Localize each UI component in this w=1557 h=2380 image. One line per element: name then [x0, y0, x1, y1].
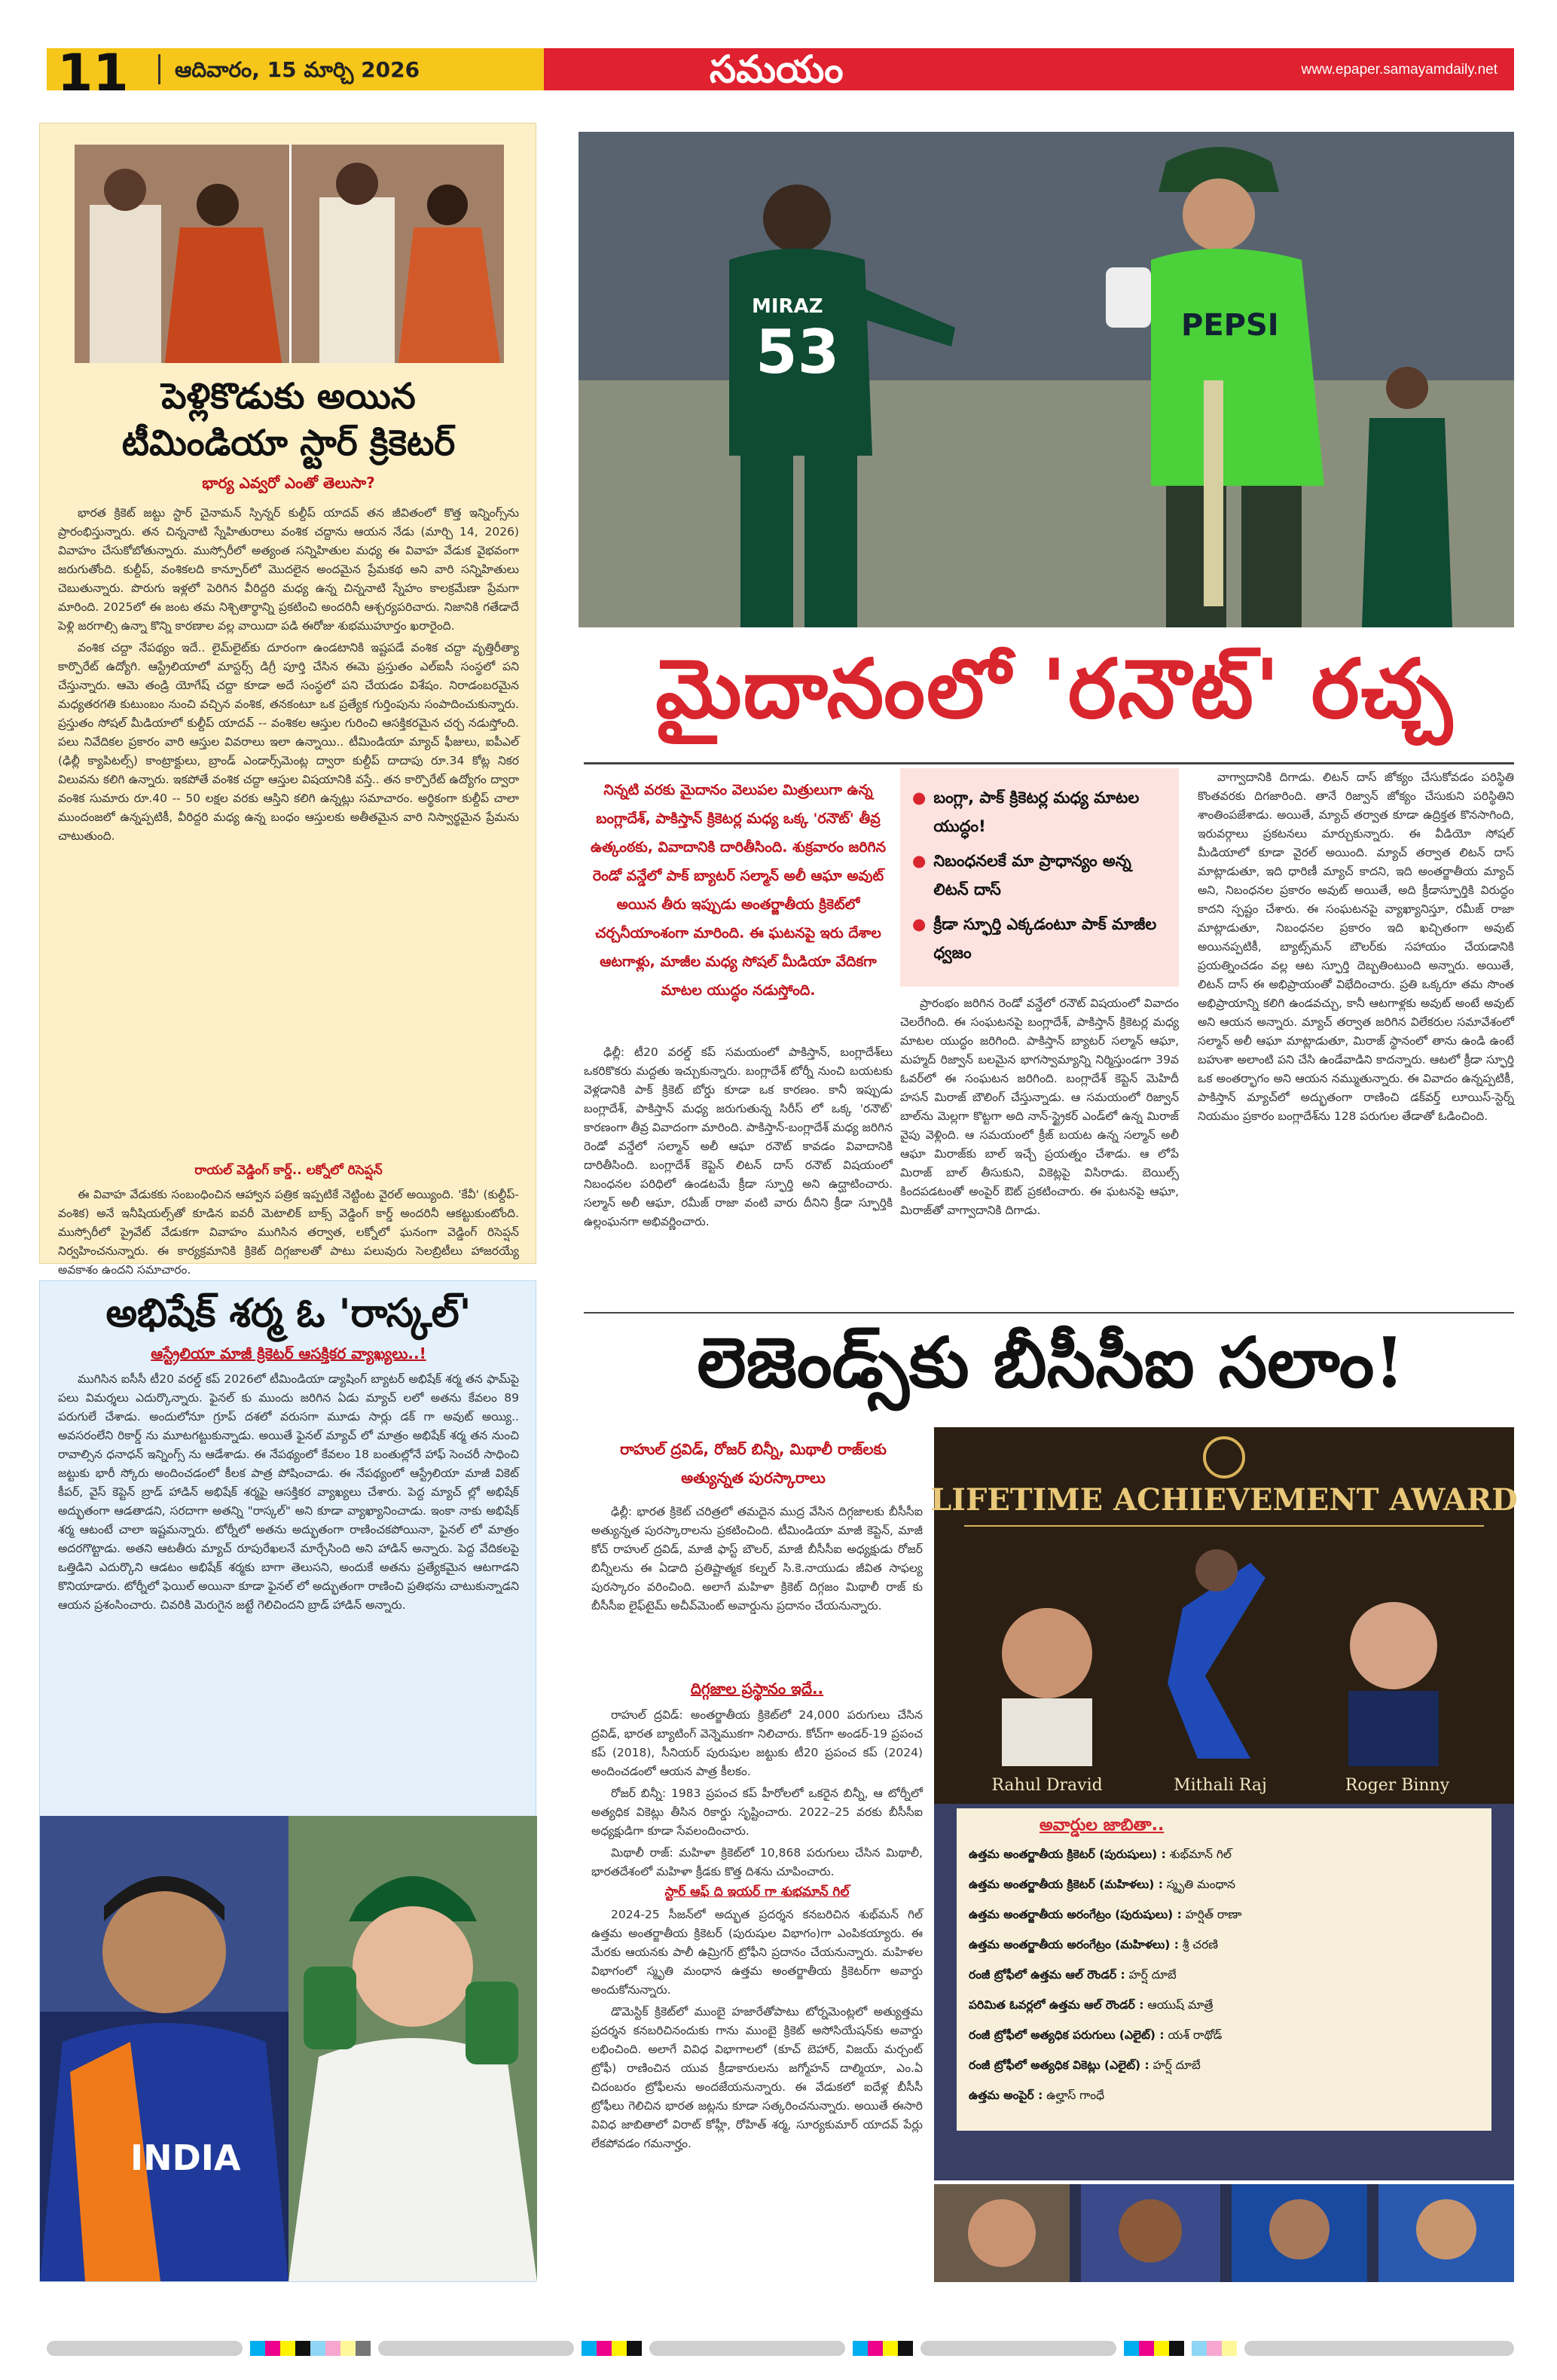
abhishek-photo — [40, 1816, 289, 2281]
ranaut-bullet-box — [900, 768, 1179, 987]
award-row — [969, 2028, 1222, 2045]
newspaper-logo: సమయం — [710, 47, 844, 91]
wedding-body-continued — [58, 783, 519, 1193]
award-row — [969, 1938, 1218, 1954]
color-swatch — [1154, 2341, 1169, 2356]
epaper-url[interactable]: www.epaper.samayamdaily.net — [1301, 62, 1497, 78]
masthead-divider — [158, 54, 160, 84]
ranaut-body-col2 — [900, 994, 1179, 1303]
award-winner: ఉల్హాస్ గాంధే — [1046, 2089, 1105, 2102]
award-label: రంజీ ట్రోఫీలో అత్యధిక పరుగులు (ఎలైట్) : — [969, 2028, 1165, 2042]
wedding-body — [58, 504, 519, 843]
legends-section-label: దిగ్గజాల ప్రస్థానం ఇదే.. — [690, 1680, 824, 1698]
color-swatch — [1124, 2341, 1139, 2356]
award-list-panel — [934, 1804, 1514, 2180]
abhishek-subhead: ఆస్ట్రేలియా మాజీ క్రికెటర్ ఆసక్తికర వ్యాఖ్యలు..! — [151, 1344, 426, 1362]
page-number: 11 — [57, 44, 129, 103]
wedding-body-3 — [58, 1185, 519, 1277]
award-label: రంజీ ట్రోఫీలో అత్యధిక వికెట్లు (ఎలైట్) : — [969, 2058, 1149, 2072]
issue-date: ఆదివారం, 15 మార్చి 2026 — [175, 57, 420, 82]
color-swatch — [47, 2341, 243, 2356]
bullet-icon: ● — [912, 915, 927, 933]
jersey-sponsor-text: PEPSI — [1181, 308, 1279, 343]
ranaut-bullet — [912, 847, 1167, 904]
award-label: ఉత్తమ అంతర్జాతీయ అరంగేట్రం (పురుషులు) : — [969, 1908, 1182, 1921]
award-winner: స్మృతి మంధాన — [1166, 1878, 1235, 1891]
color-swatch — [920, 2341, 1116, 2356]
award-winner: యశ్ రాథోడ్ — [1168, 2028, 1223, 2042]
wedding-photo — [75, 145, 504, 363]
legends-body-2 — [591, 1706, 923, 2173]
ranaut-paragraph-1: ఢిల్లీ: టీ20 వరల్డ్ కప్ సమయంలో పాకిస్తాన్, బంగ్లాదేశ్‌లు ఒకరికొకరు మద్దతు ఇచ్చుకున్నారు. బంగ్లాదేశ్ టోర్నీ నుంచి బయటకు వెళ్లడానికి పాక్ క్రికెట్ బోర్డు కూడా ఒక కారణం. కానీ ఇప్పుడు బంగ్లాదేశ్, పాకిస్తాన్ మధ్య జరుగుతున్న సిరీస్ లో ఒక్క 'రనౌట్' కారణంగా తీవ్ర వివాదంగా మారింది. పాకిస్తాన్-బంగ్లాదేశ్ మధ్య జరిగిన రెండో వన్డేలో సల్మాన్ అలీ ఆఘా రనౌట్ కావడం వివాదానికి దారితీసింది. బంగ్లాదేశ్ కెప్టెన్ లిటన్ దాస్ రనౌట్ విషయంలో నిబంధనల పరిధిలో ఉండటమే క్రీడా స్ఫూర్తి అని ఉద్ఘాటించారు. సల్మాన్ అలీ ఆఘా, రమీజ్ రాజా వంటి వారు దీనిని క్రీడా స్ఫూర్తికి ఉల్లంఘనగా అభివర్ణించారు. — [584, 1045, 893, 1228]
bullet-icon: ● — [912, 789, 927, 807]
wedding-paragraph-3: ఈ వివాహ వేడుకకు సంబంధించిన ఆహ్వాన పత్రిక ఇప్పటికే నెట్టింట వైరల్ అయ్యింది. 'కేవీ' (కుల్దీప్-వంశిక) అనే ఇనీషియల్స్‌తో కూడిన ఐవరీ మెటాలిక్ బాక్స్ వెడ్డింగ్ కార్డ్ అందరినీ ఆకట్టుకుంటోంది. ముస్సోరీలో ప్రైవేట్ వేడుకగా వివాహం ముగిసిన తర్వాత, లక్నోలో ఘనంగా వెడ్డింగ్ రిసెప్షన్ నిర్వహించనున్నారు. ఈ కార్యక్రమానికి క్రికెట్ దిగ్గజాలతో పాటు పలువురు సెలబ్రిటీలు హాజరయ్యే అవకాశం ఉందని సమాచారం. — [58, 1188, 519, 1277]
color-swatch — [265, 2341, 280, 2356]
india-jersey-text: INDIA — [130, 2137, 241, 2178]
color-swatch — [1139, 2341, 1154, 2356]
award-name-dravid: Rahul Dravid — [991, 1776, 1103, 1795]
color-swatch — [310, 2341, 325, 2356]
color-swatch — [649, 2341, 845, 2356]
award-name-binny: Roger Binny — [1345, 1776, 1450, 1795]
color-swatch — [1192, 2341, 1207, 2356]
award-row — [969, 1968, 1177, 1985]
award-winner: హర్ష్ దూబే — [1152, 2058, 1201, 2072]
color-swatch — [1222, 2341, 1237, 2356]
color-swatch — [250, 2341, 265, 2356]
color-swatch — [325, 2341, 340, 2356]
legends-paragraph-mithali: మిథాలీ రాజ్: మహిళా క్రికెట్‌లో 10,868 పరుగులు చేసిన మిథాలీ, భారతదేశంలో మహిళా క్రీడకు కొత్త దిశను చూపించారు. — [591, 1846, 923, 1878]
color-swatch — [340, 2341, 356, 2356]
bullet-icon: ● — [912, 852, 927, 870]
award-winner: శ్రీ చరణి — [1182, 1938, 1219, 1951]
award-list-title: అవార్డుల జాబితా.. — [1040, 1816, 1165, 1835]
ranaut-paragraph-3: వాగ్వాదానికి దిగాడు. లిటన్ దాస్ జోక్యం చేసుకోవడం పరిస్థితి కొంతవరకు దిగజారింది. తానే రిజ్వాన్ జోక్యం చేసుకుని పరిస్థితిని శాంతింపజేశాడు. అయితే, మ్యాచ్ తర్వాత కూడా ఉద్రిక్తత కొనసాగింది, ఇరువర్గాలు ప్రకటనలు మార్చుకున్నారు. ఈ వీడియో సోషల్ మీడియాలో కూడా వైరల్ అయింది. మ్యాచ్ తర్వాత లిటన్ దాస్ మాట్లాడుతూ, ఇది ధారిణీ మ్యాచ్ కాదని, ఇది అంతర్జాతీయ మ్యాచ్ అని, నిబంధనల ప్రకారం అవుట్ అయితే, అది క్రీడాస్ఫూర్తికి విరుద్ధం కాదని స్పష్టం చేశారు. ఈ సంఘటనపై వ్యాఖ్యానిస్తూ, రమీజ్ రాజా మాట్లాడుతూ, నిబంధనల ప్రకారం ఇది ఖచ్చితంగా అవుట్ అయినప్పటికీ, బ్యాట్స్‌మన్ బౌలర్‌కు సహాయం చేయడానికి ప్రయత్నించడం వల్ల ఆట స్ఫూర్తి దెబ్బతింటుంది అన్నారు. అయితే, లిటన్ దాస్ ఈ అభిప్రాయంతో విభేదించారు. ప్రతి ఒక్కరూ తమ సొంత అభిప్రాయాన్ని కలిగి ఉండవచ్చు, కానీ ఆటగాళ్లకు అవుట్ అంటే అవుట్ అని ఆయన అన్నారు. మ్యాచ్ తర్వాత జరిగిన విలేకరుల సమావేశంలో సల్మాన్ అలీ ఆఘా మాట్లాడుతూ, మిరాజ్ స్థానంలో తాను ఉండి ఉంటే బహుశా అలాంటి పని చేసి ఉండేవాడిని కాదన్నారు. ఆటలో క్రీడా స్ఫూర్తి ఒక అంతర్భాగం అని ఆయన నమ్ముతున్నారు. ఈ వివాదం ఉన్నప్పటికీ, పాకిస్తాన్ మ్యాచ్‌లో అద్భుతంగా రాణించి డక్‌వర్త్ లూయిస్-స్టెర్న్ నియమం ప్రకారం బంగ్లాదేశ్‌ను 128 పరుగుల తేడాతో ఓడించింది. — [1198, 770, 1514, 1123]
legends-paragraph-dravid: రాహుల్ ద్రవిడ్: అంతర్జాతీయ క్రికెట్‌లో 24,000 పరుగులు చేసిన ద్రవిడ్, భారత బ్యాటింగ్ వెన్నెముకగా నిలిచారు. కోచ్‌గా అండర్-19 ప్రపంచ కప్ (2018), సీనియర్ పురుషుల జట్టుకు టీ20 ప్రపంచ కప్ (2024) అందించడంలో ఆయన పాత్ర కీలకం. — [591, 1708, 923, 1778]
color-swatch — [597, 2341, 612, 2356]
ranaut-deck: నిన్నటి వరకు మైదానం వెలుపల మిత్రులుగా ఉన్న బంగ్లాదేశ్, పాకిస్తాన్ క్రికెటర్ల మధ్య ఒక్క 'రనౌట్' తీవ్ర ఉత్కంఠకు, వివాదానికి దారితీసింది. శుక్రవారం జరిగిన రెండో వన్డేలో పాక్ బ్యాటర్ సల్మాన్ అలీ ఆఘా అవుట్ అయిన తీరు ఇప్పుడు అంతర్జాతీయ క్రికెట్‌లో చర్చనీయాంశంగా మారింది. ఈ ఘటనపై ఇరు దేశాల ఆటగాళ్లు, మాజీల మధ్య సోషల్ మీడియా వేదికగా మాటల యుద్ధం నడుస్తోంది. — [590, 782, 887, 999]
award-label: ఉత్తమ అంపైర్ : — [969, 2089, 1043, 2102]
abhishek-body — [58, 1370, 519, 1822]
abhishek-headline: అభిషేక్ శర్మ ఓ 'రాస్కల్' — [105, 1291, 472, 1336]
award-label: ఉత్తమ అంతర్జాతీయ క్రికెటర్ (మహిళలు) : — [969, 1878, 1163, 1891]
wedding-article — [39, 123, 536, 1277]
wedding-section-label: రాయల్ వెడ్డింగ్ కార్డ్.. లక్నోలో రిసెప్షన్ — [194, 1163, 383, 1178]
color-swatch — [627, 2341, 642, 2356]
color-swatch — [853, 2341, 868, 2356]
color-swatch — [898, 2341, 913, 2356]
legends-paragraph-domestic: డొమెస్టిక్ క్రికెట్‌లో ముంబై హజారేతోపాటు టోర్నమెంట్లలో అత్యుత్తమ ప్రదర్శన కనబరిచినందుకు గాను ముంబై క్రికెట్ అసోసియేషన్‌కు అవార్డు లభించింది. అలాగే వివిధ విభాగాలలో (కూచ్ బెహార్, విజయ్ మర్చంట్ ట్రోఫీ) రాణించిన యువ క్రీడాకారులను జగ్మోహన్ దాల్మియా, ఎం.ఏ చిదంబరం ట్రోఫీలను అందజేయనున్నారు. ఈ వేడుకలో ఐదేళ్ల బీసీసీ ట్రోఫీలు గెలిచిన భారత జట్లను కూడా సత్కరించనున్నారు. అయితే ఈసారి వివిధ జాబితాలో విరాట్ కోహ్లీ, రోహిత్ శర్మ, సూర్యకుమార్ యాదవ్ పేర్లు లేకపోవడం గమనార్హం. — [591, 2005, 923, 2150]
color-swatch — [1244, 2341, 1514, 2356]
wedding-headline-line1: పెళ్లికొడుకు అయిన — [161, 376, 416, 417]
jersey-number-text: 53 — [756, 317, 840, 387]
award-label: రంజీ ట్రోఫీలో ఉత్తమ ఆల్ రౌండర్ : — [969, 1968, 1125, 1982]
color-swatch — [868, 2341, 883, 2356]
award-row — [969, 1908, 1242, 1924]
award-row — [969, 1848, 1232, 1864]
legends-section-label-2: స్టార్ ఆఫ్ ది ఇయర్ గా శుభమాన్ గిల్ — [664, 1884, 850, 1899]
abhishek-paragraph: ముగిసిన ఐసీసీ టీ20 వరల్డ్ కప్ 2026లో టీమిండియా డ్యాషింగ్ బ్యాటర్ అభిషేక్ శర్మ తన ఫామ్‌పై పలు విమర్శలు ఎదుర్కొన్నారు. ఫైనల్ కు ముందు జరిగిన ఏడు మ్యాచ్ లలో అతను కేవలం 89 పరుగులే చేశాడు. అందులోనూ గ్రూప్ దశలో వరుసగా మూడు సార్లు డక్ గా అవుట్ అయ్యి.. అవసరంలేని రికార్డ్ ను మూటగట్టుకున్నాడు. అయితే ఫైనల్ మ్యాచ్ లో మాత్రం అభిషేక్ శర్మ తన నుంచి రావాల్సిన ధనాధన్ ఇన్నింగ్స్ ను ఆడేశాడు. ఈ నేపథ్యంలో కేవలం 18 బంతుల్లోనే హాఫ్ సెంచరీ సాధించి జట్టుకు భారీ స్కోరు అందించడంలో కీలక పాత్ర పోషించాడు. ఈ నేపథ్యంలో ఆస్ట్రేలియా మాజీ వికెట్ కీపర్, వైస్ కెప్టెన్ బ్రాడ్ హాడిన్ అభిషేక్ శర్మపై ఆసక్తికర వ్యాఖ్యలు చేశారు. పెద్ద మ్యాచ్ ల్లో అభిషేక్ అద్భుతంగా ఆడతాడని, సరదాగా అతన్ని "రాస్కల్" అని కూడా వ్యాఖ్యానించాడు. ఇంకా నాకు అభిషేక్ శర్మ ఆటంటే చాలా ఇష్టమన్నారు. టోర్నీలో అతను అద్భుతంగా రాణించకపోయినా, ఫైనల్ లో మాత్రం అదరగొట్టాడు. అతని ఆటతీరు మ్యాచ్ రూపురేఖలనే మార్చేసింది అని హాడిన్ అన్నారు. పెద్ద వేదికలపై ఒత్తిడిని ఎదుర్కొని ఆడటం అభిషేక్ శర్మకు బాగా తెలుసని, అందుకే అతను ప్రత్యేకమైన ఆటగాడని కొనియాడారు. టోర్నీలో ఫెయిల్ అయినా కూడా ఫైనల్ లో అద్భుతంగా రాణించి ప్రతిభను చాటుకున్నాడని ఆయన ప్రశంసించారు. చివరికి మెరుగైన జట్టే గెలిచిందని బ్రాడ్ హాడిన్ అన్నారు. — [58, 1372, 519, 1612]
color-swatch — [612, 2341, 627, 2356]
award-row — [969, 2089, 1104, 2105]
award-name-mithali: Mithali Raj — [1174, 1776, 1267, 1795]
award-winner: శుభ్‌మాన్ గిల్ — [1169, 1848, 1232, 1861]
section-rule — [584, 1312, 1514, 1314]
headline-rule — [584, 762, 1514, 764]
award-row — [969, 1998, 1213, 2015]
color-swatch — [356, 2341, 371, 2356]
award-winner: హర్షిత్ రాణా — [1185, 1908, 1242, 1921]
award-winner: హర్ష్ దూబే — [1128, 1968, 1177, 1982]
ranaut-bullet-text: క్రీడా స్ఫూర్తి ఎక్కడంటూ పాక్ మాజీల ధ్వజం — [933, 915, 1157, 962]
wedding-headline-line2: టీమిండియా స్టార్ క్రికెటర్ — [121, 423, 456, 464]
legends-paragraph-gill: 2024-25 సీజన్‌లో అద్భుత ప్రదర్శన కనబరిచిన శుభ్‌మన్ గిల్ ఉత్తమ అంతర్జాతీయ క్రికెటర్ (పురుషుల విభాగం)గా ఎంపికయ్యారు. ఈ మేరకు ఆయనకు పాలీ ఉమ్రిగర్ ట్రోఫీని ప్రదానం చేయనున్నారు. మహిళల విభాగంలో స్మృతి మంధాన ఉత్తమ అంతర్జాతీయ క్రికెటర్‌గా అవార్డు అందుకోనున్నారు. — [591, 1908, 923, 1997]
award-list-card — [957, 1808, 1491, 2131]
ranaut-bullet-text: బంగ్లా, పాక్ క్రికెటర్ల మధ్య మాటల యుద్ధం! — [933, 789, 1140, 835]
award-label: ఉత్తమ అంతర్జాతీయ అరంగేట్రం (మహిళలు) : — [969, 1938, 1179, 1951]
ranaut-body-col3 — [1198, 768, 1514, 1303]
award-banner-text: LIFETIME ACHIEVEMENT AWARD — [930, 1482, 1518, 1518]
wedding-paragraph-2: వంశిక చద్దా నేపథ్యం ఇదే.. లైమ్‌లైట్‌కు దూరంగా ఉండటానికి ఇష్టపడే వంశిక చద్దా వృత్తిరీత్యా కార్పొరేట్ ఉద్యోగి. ఆస్ట్రేలియాలో మాస్టర్స్ డిగ్రీ పూర్తి చేసిన ఈమె ప్రస్తుతం ఎల్ఐసీ సంస్థలో పని చేస్తున్నారు. ఆమె తండ్రి యోగేష్ చద్దా కూడా అదే సంస్థలో పని చేయడం విశేషం. నిరాడంబరమైన మధ్యతరగతి కుటుంబం నుంచి వచ్చిన వంశిక, తనకంటూ ఒక ప్రత్యేక గుర్తింపును సంపాదించుకున్నారు. ప్రస్తుతం సోషల్ మీడియాలో కుల్దీప్ యాదవ్ -- వంశికల ఆస్తుల గురించి ఆసక్తికరమైన చర్చ నడుస్తోంది. పలు నివేదికల ప్రకారం వారి ఆస్తుల వివరాలు ఇలా ఉన్నాయి.. టీమిండియా మ్యాచ్ ఫీజులు, ఐపీఎల్ (ఢిల్లీ క్యాపిటల్స్) కాంట్రాక్టులు, బ్రాండ్ ఎండార్స్‌మెంట్ల ద్వారా కుల్దీప్ దాదాపు రూ.34 కోట్ల నికర విలువను కలిగి ఉన్నారు. ఇకపోతే వంశిక చద్దా ఆస్తుల విషయానికి వస్తే.. తన కార్పొరేట్ ఉద్యోగం ద్వారా వంశిక సుమారు రూ.40 -- 50 లక్షల వరకు ఆస్తిని కలిగి ఉన్నట్లు సమాచారం. అర్థికంగా కుల్దీప్ చాలా ముందంజలో ఉన్నప్పటికీ, వీరిద్దరి మధ్య ఉన్న బంధం ఆస్తులకు అతీతమైన వారి నిస్వార్థమైన ప్రేమను చాటుతుంది. — [58, 641, 519, 843]
jersey-name-text: MIRAZ — [752, 295, 823, 318]
wedding-subhead: భార్య ఎవ్వరో ఎంతో తెలుసా? — [202, 474, 375, 492]
legends-paragraph-binny: రోజర్ బిన్నీ: 1983 ప్రపంచ కప్ హీరోలలో ఒకరైన బిన్నీ, ఆ టోర్నీలో అత్యధిక వికెట్లు తీసిన రికార్డు సృష్టించారు. 2022–25 వరకు బీసీసీఐ అధ్యక్షుడిగా కూడా సేవలందించారు. — [591, 1787, 923, 1838]
abhishek-article — [39, 1280, 536, 2282]
color-swatch — [295, 2341, 310, 2356]
color-swatch — [582, 2341, 597, 2356]
award-label: పరిమిత ఓవర్లలో ఉత్తమ ఆల్ రౌండర్ : — [969, 1998, 1144, 2012]
player-portraits-strip — [934, 2184, 1514, 2282]
color-swatch — [1207, 2341, 1222, 2356]
legends-body-1 — [591, 1503, 923, 1676]
ranaut-bullet — [912, 783, 1167, 841]
legends-paragraph-1: ఢిల్లీ: భారత క్రికెట్ చరిత్రలో తమదైన ముద్ర వేసిన దిగ్గజాలకు బీసీసీఐ అత్యున్నత పురస్కారాలను ప్రకటించింది. టీమిండియా మాజీ కెప్టెన్, మాజీ కోచ్ రాహుల్ ద్రవిడ్, మాజీ ఫాస్ట్ బౌలర్, మాజీ బీసీసీఐ అధ్యక్షుడు రోజర్ బిన్నీలను ఈ ఏడాది ప్రతిష్టాత్మక కల్నల్ సి.కె.నాయుడు జీవిత సాఫల్య పురస్కారం వరించింది. అలాగే మహిళా క్రికెట్ దిగ్గజం మిథాలీ రాజ్ కు బీసీసీఐ లైఫ్‌టైమ్ అచీవ్‌మెంట్ అవార్డును ప్రదానం చేయనున్నారు. — [591, 1505, 923, 1613]
color-swatch — [1169, 2341, 1184, 2356]
lifetime-award-graphic — [930, 1427, 1518, 1804]
brad-haddin-photo — [289, 1816, 537, 2281]
color-swatch — [883, 2341, 898, 2356]
color-swatch — [280, 2341, 295, 2356]
printer-color-bar — [47, 2341, 1514, 2356]
legends-subhead: రాహుల్ ద్రవిడ్, రోజర్ బిన్నీ, మిథాలీ రాజ్‌లకు అత్యున్నత పురస్కారాలు — [620, 1440, 887, 1487]
ranaut-headline: మైదానంలో 'రనౌట్' రచ్చ — [655, 642, 1454, 737]
award-row — [969, 1878, 1235, 1894]
masthead — [47, 44, 1514, 103]
award-winner: ఆయుష్ మాత్రే — [1147, 1998, 1214, 2012]
legends-headline: లెజెండ్స్‌కు బీసీసీఐ సలాం! — [697, 1322, 1405, 1403]
ranaut-bullet — [912, 910, 1167, 967]
cricket-match-photo — [579, 132, 1514, 627]
ranaut-bullet-text: నిబంధనలకే మా ప్రాధాన్యం అన్న లిటన్ దాస్ — [933, 852, 1131, 899]
wedding-paragraph-1: భారత క్రికెట్ జట్టు స్టార్ చైనామన్ స్పిన్నర్ కుల్దీప్ యాదవ్ తన జీవితంలో కొత్త ఇన్నింగ్స్‌ను ప్రారంభిస్తున్నారు. తన చిన్ననాటి స్నేహితురాలు వంశిక చద్దాను ఆయన నేడు (మార్చి 14, 2026) వివాహం చేసుకోబోతున్నారు. ముస్సోరీలో అత్యంత సన్నిహితుల మధ్య ఈ వివాహ వేడుక వైభవంగా జరుగుతోంది. కుల్దీప్, వంశికలది కాన్పూర్‌లో మొదలైన అందమైన ప్రేమకథ అని వారి సన్నిహితులు చెబుతున్నారు. పొరుగు ఇళ్లలో పెరిగిన వీరిద్దరి మధ్య ఉన్న చిన్ననాటి స్నేహం కాలక్రమేణా ప్రేమగా మారింది. 2025లో ఈ జంట తమ నిశ్చితార్థాన్ని ప్రకటించి అందరినీ ఆశ్చర్యపరిచారు. నిజానికి గతేడాదే పెళ్లి జరగాల్సి ఉన్నా కొన్ని కారణాల వల్ల వాయిదా పడి ఈరోజు శుభముహూర్తం ఖరారైంది. — [58, 506, 519, 633]
color-swatch — [378, 2341, 574, 2356]
award-row — [969, 2058, 1201, 2075]
ranaut-paragraph-2: ప్రారంభం జరిగిన రెండో వన్డేలో రనౌట్ విషయంలో వివాదం చెలరేగింది. ఈ సంఘటనపై బంగ్లాదేశ్, పాకిస్తాన్ క్రికెటర్ల మధ్య మాటల యుద్ధం జరిగింది. పాకిస్తాన్ బ్యాటర్ సల్మాన్ ఆఘా, మహ్మద్ రిజ్వాన్ బలమైన భాగస్వామ్యాన్ని నిర్మిస్తుండగా 39వ ఓవర్‌లో ఈ సంఘటన జరిగింది. బంగ్లాదేశ్ కెప్టెన్ మెహిదీ హసన్ మిరాజ్ బౌలింగ్ చేస్తున్నాడు. ఆ సమయంలో రిజ్వాన్ బాల్‌ను మెల్లగా కొట్టగా అది నాన్-స్ట్రైకర్ ఎండ్‌లో ఉన్న మిరాజ్ వైపు వెళ్లింది. ఆ సమయంలో క్రీజ్ బయట ఉన్న సల్మాన్ అలీ ఆఘా మిరాజ్‌కు బాల్ ఇచ్చే ప్రయత్నం చేశాడు. ఆ లోపే మిరాజ్ బాల్ తీసుకుని, వికెట్లపై విసిరాడు. బెయిల్స్ కిందపడటంతో అంపైర్ ఔట్ ప్రకటించారు. ఈ ఘటనపై ఆఘా, మిరాజ్‌తో వాగ్వాదానికి దిగాడు. — [900, 996, 1179, 1217]
ranaut-body-col1 — [584, 1043, 893, 1303]
award-label: ఉత్తమ అంతర్జాతీయ క్రికెటర్ (పురుషులు) : — [969, 1848, 1166, 1861]
